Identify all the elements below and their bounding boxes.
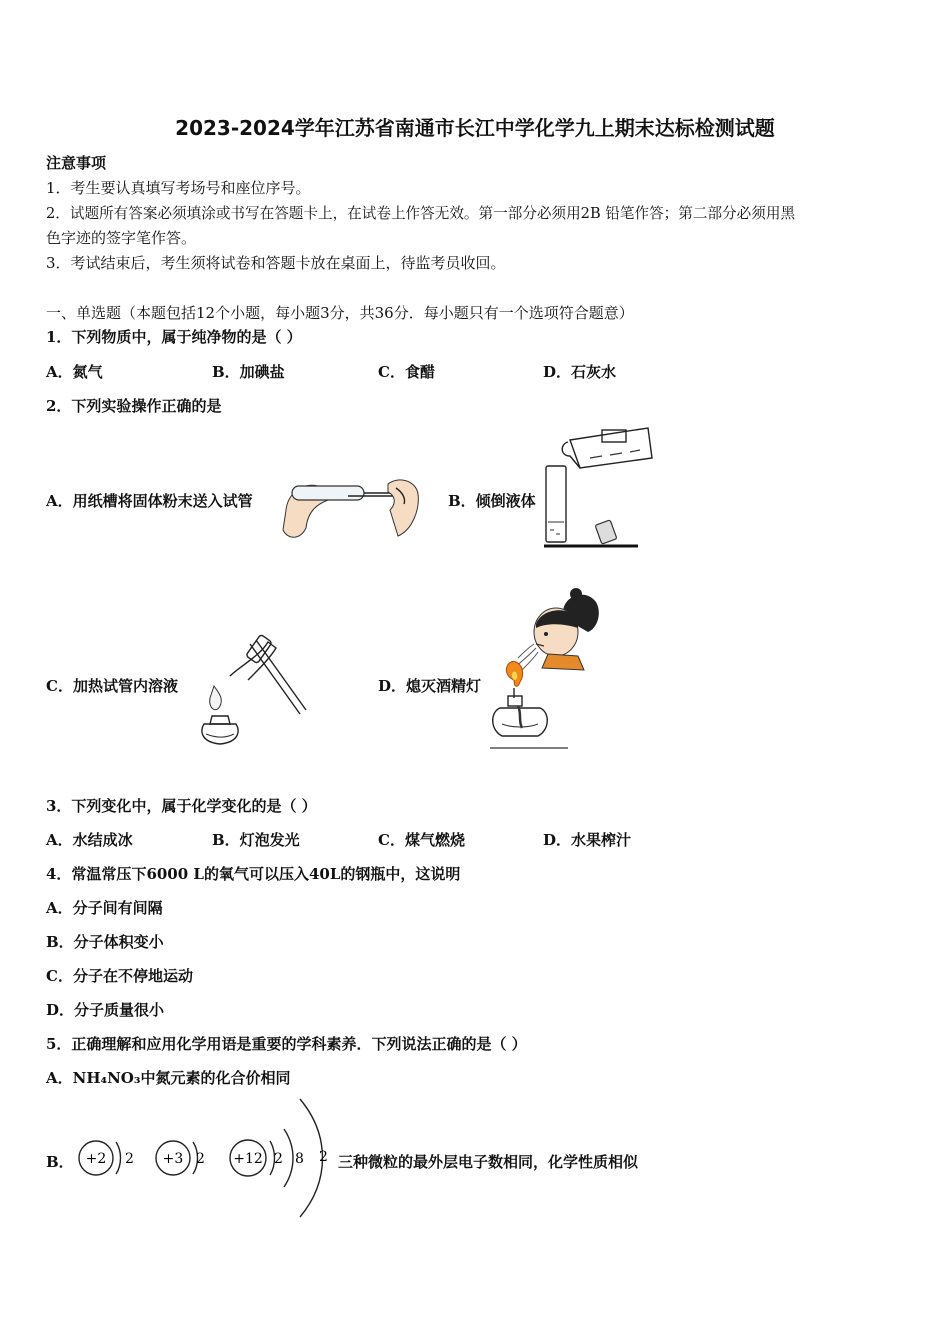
- shell-electrons: 2: [125, 1151, 134, 1167]
- q3-option-d: D．水果榨汁: [543, 831, 632, 849]
- shell-electrons: 2: [274, 1151, 283, 1167]
- chemical-formula: NH₄NO₃: [72, 1069, 141, 1087]
- q4-option-a: A．分子间有间隔: [46, 899, 163, 917]
- q1-option-c: C．食醋: [378, 363, 435, 381]
- question-3-stem: 3．下列变化中，属于化学变化的是（ ）: [46, 797, 317, 815]
- q5-option-a: [46, 1067, 290, 1088]
- q2-option-d: D．熄灭酒精灯: [378, 677, 482, 695]
- atom-structure-diagrams: [70, 1095, 340, 1215]
- q2-option-b: B．倾倒液体: [448, 492, 536, 510]
- q3-option-c: C．煤气燃烧: [378, 831, 465, 849]
- note-item: 色字迹的签字笔作答。: [46, 229, 197, 247]
- blowing-lamp-illustration: [488, 588, 618, 758]
- paper-trough-illustration: [278, 470, 428, 550]
- q5-option-b-text: 三种微粒的最外层电子数相同，化学性质相似: [338, 1153, 639, 1171]
- q3-option-a: A．水结成冰: [46, 831, 133, 849]
- q4-option-c: C．分子在不停地运动: [46, 967, 193, 985]
- page-title: 2023-2024学年江苏省南通市长江中学化学九上期末达标检测试题: [175, 116, 775, 140]
- q4-option-d: D．分子质量很小: [46, 1001, 165, 1019]
- option-text: 中氮元素的化合价相同: [140, 1069, 291, 1087]
- nucleus-charge: +2: [85, 1151, 107, 1167]
- section-heading: 一、单选题（本题包括12个小题，每小题3分，共36分．每小题只有一个选项符合题意）: [46, 304, 634, 322]
- q5-option-b-label: B．: [46, 1153, 74, 1171]
- question-5-stem: 5．正确理解和应用化学用语是重要的学科素养．下列说法正确的是（ ）: [46, 1035, 527, 1053]
- heating-tube-illustration: [190, 636, 310, 756]
- pouring-liquid-illustration: [540, 422, 655, 552]
- shell-electrons: 2: [196, 1151, 205, 1167]
- q3-option-b: B．灯泡发光: [212, 831, 300, 849]
- shell-electrons: 8: [295, 1151, 304, 1167]
- note-item: 3．考试结束后，考生须将试卷和答题卡放在桌面上，待监考员收回。: [46, 254, 506, 272]
- option-letter: A．: [46, 1069, 73, 1087]
- q1-option-a: A．氮气: [46, 363, 103, 381]
- q4-option-b: B．分子体积变小: [46, 933, 164, 951]
- nucleus-charge: +3: [162, 1151, 184, 1167]
- question-4-stem: 4．常温常压下6000 L的氧气可以压入40L的钢瓶中，这说明: [46, 865, 461, 883]
- notes-heading: 注意事项: [46, 154, 107, 172]
- q1-option-b: B．加碘盐: [212, 363, 285, 381]
- note-item: 2．试题所有答案必须填涂或书写在答题卡上，在试卷上作答无效。第一部分必须用2B 铅笔作答；第二部分必须用黑: [46, 205, 796, 222]
- q2-option-c: C．加热试管内溶液: [46, 677, 178, 695]
- q2-option-a: A．用纸槽将固体粉末送入试管: [46, 492, 253, 510]
- nucleus-charge: +12: [233, 1151, 263, 1167]
- question-1-stem: 1．下列物质中，属于纯净物的是（ ）: [46, 328, 302, 346]
- shell-electrons: 2: [319, 1149, 328, 1165]
- note-item: 1．考生要认真填写考场号和座位序号。: [46, 179, 311, 197]
- q1-option-d: D．石灰水: [543, 363, 617, 381]
- question-2-stem: 2．下列实验操作正确的是: [46, 397, 222, 415]
